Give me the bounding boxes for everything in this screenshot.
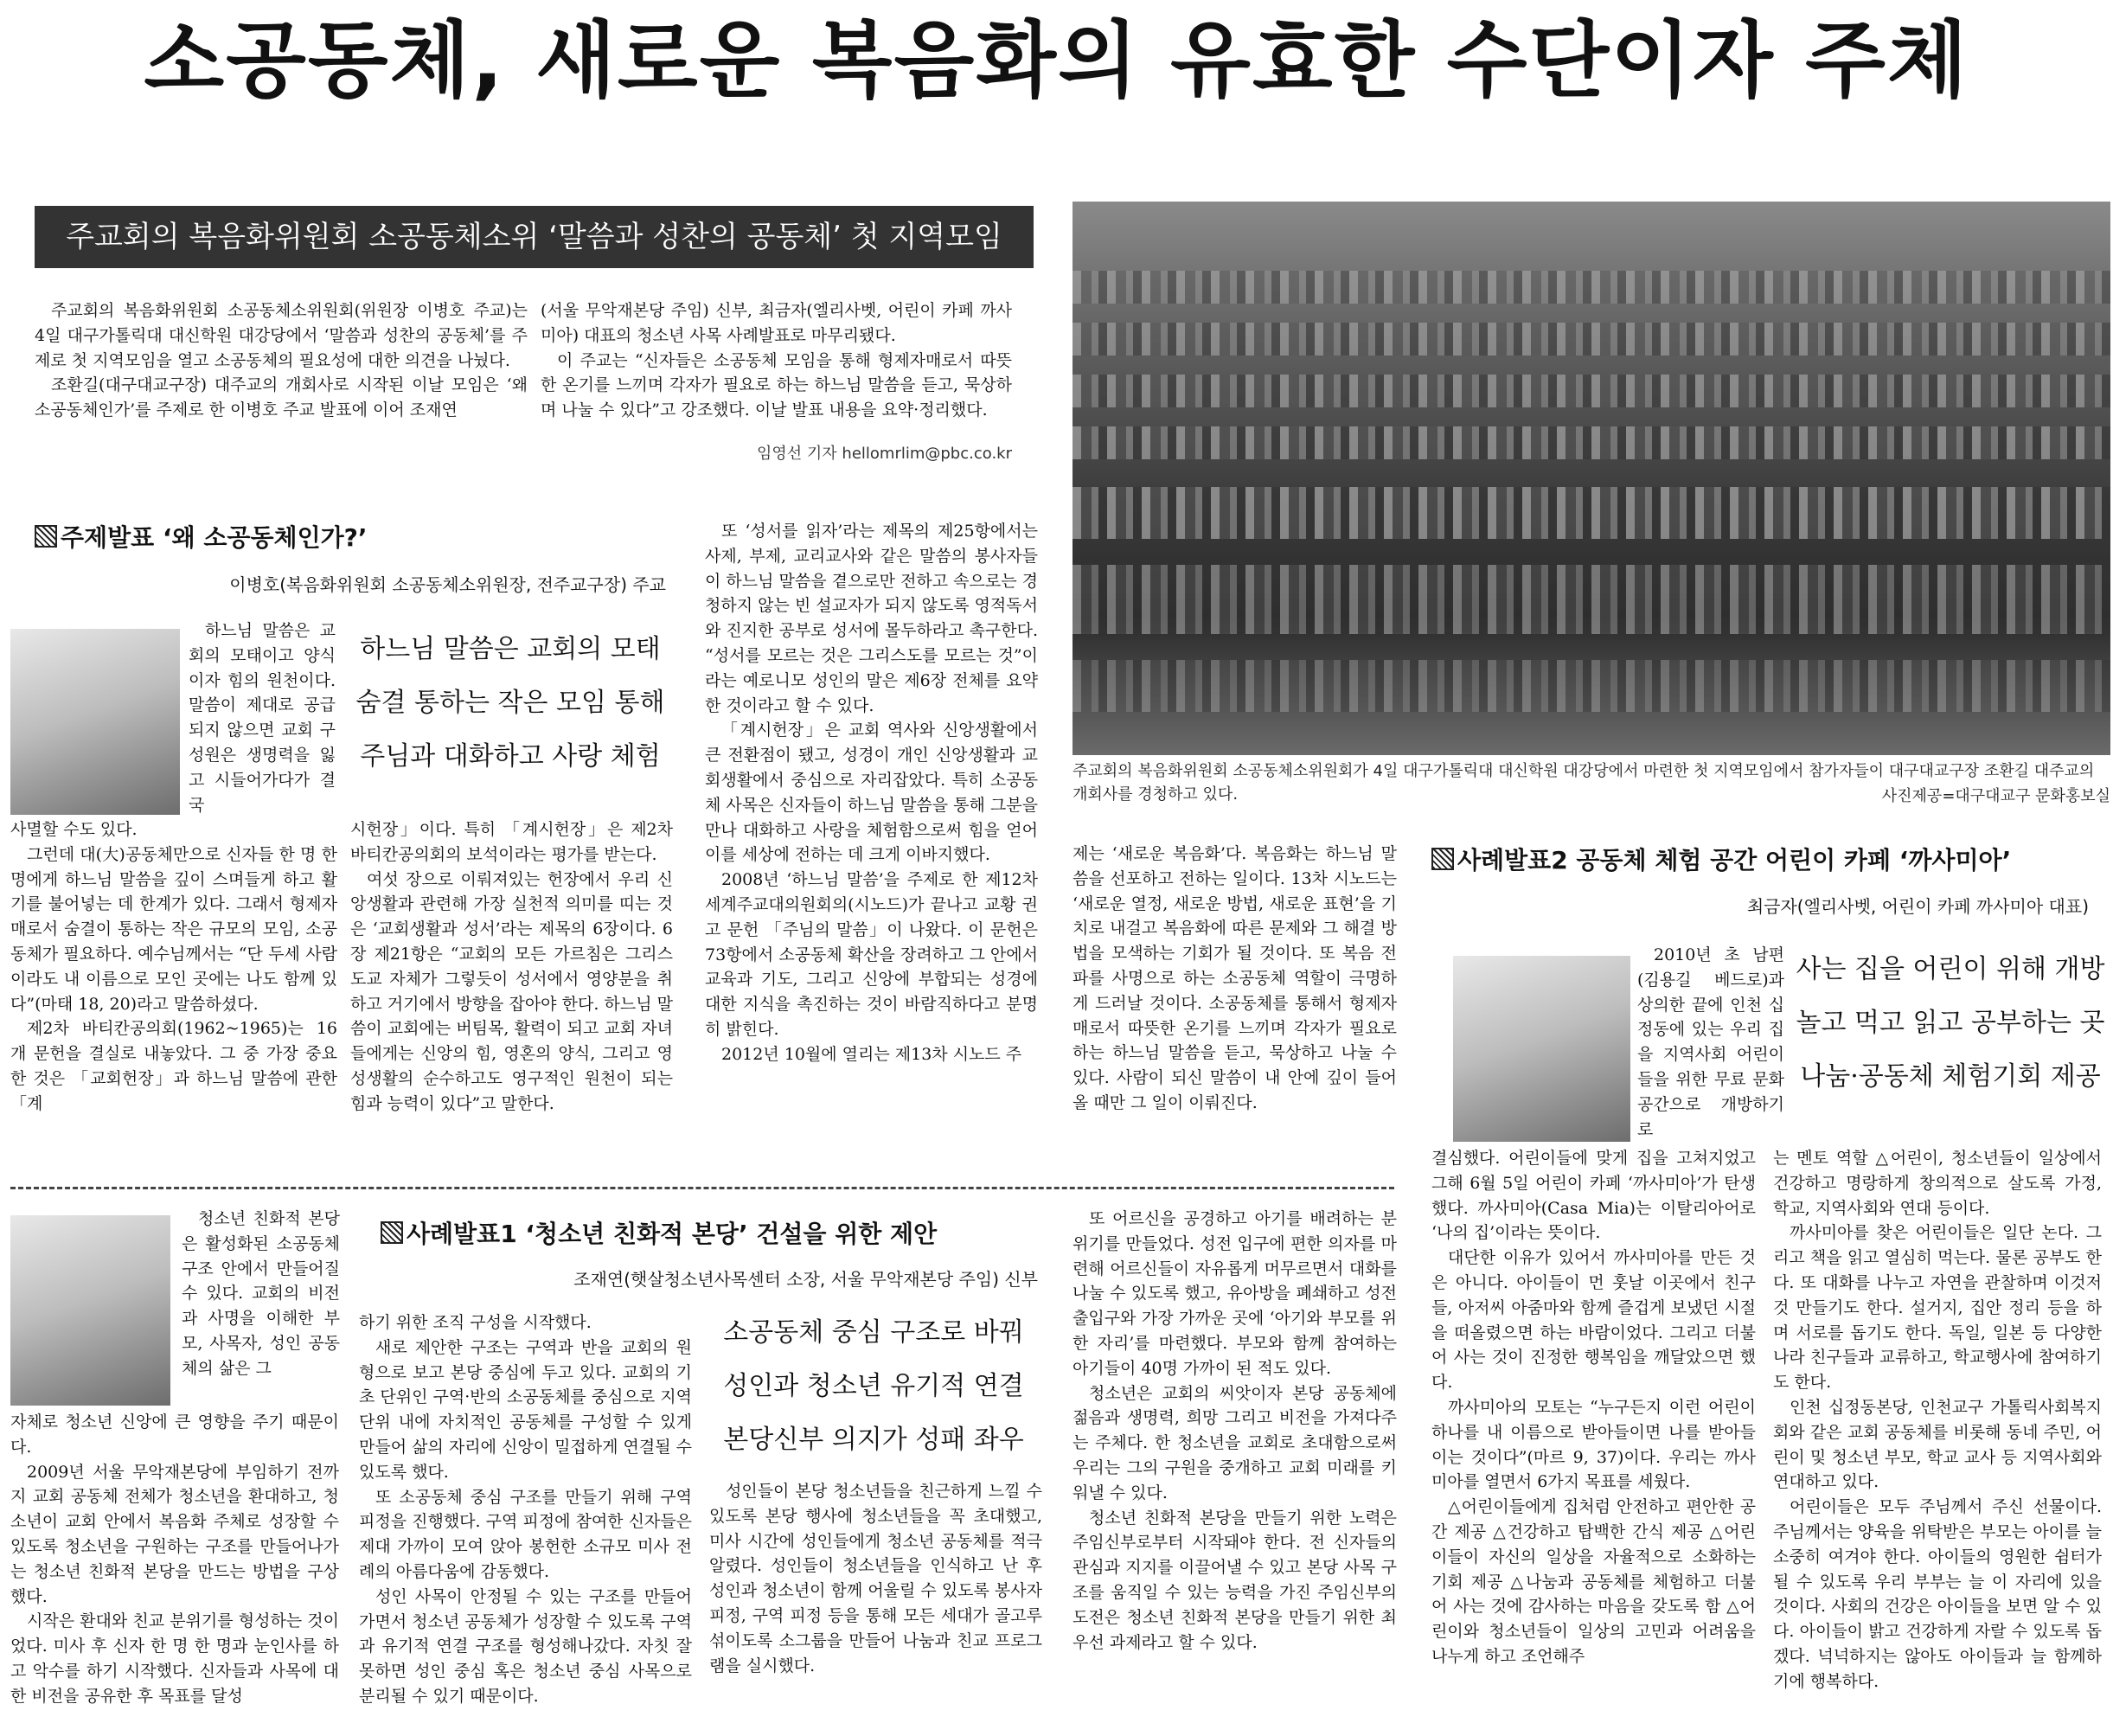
section-title-case2 xyxy=(1431,842,2011,876)
paragraph: 여섯 장으로 이뤄져있는 헌장에서 우리 신앙생활과 관련해 가장 실천적 의미를 띠는 것은 ‘교회생활과 성서’라는 제목의 6장이다. 6장 제21항은 “교회의 모든 가르침은 그리스도교 자체가 그렇듯이 성서에서 영양분을 취하고 거기에서 방향을 잡아야 한다. 하느님 말씀이 교회에는 버팀목, 활력이 되고 교회 자녀들에게는 신앙의 힘, 영혼의 양식, 그리고 영성생활의 순수하고도 영구적인 원천이 되는 힘과 능력이 있다”고 말한다. xyxy=(350,869,673,1113)
paragraph: 2012년 10월에 열리는 제13차 시노드 주 xyxy=(721,1044,1022,1064)
section-divider xyxy=(10,1187,1394,1189)
paragraph: 청소년 친화적 본당은 활성화된 소공동체 구조 안에서 만들어질 수 있다. 교회의 비전과 사명을 이해한 부모, 사목자, 성인 공동체의 삶은 그 xyxy=(182,1209,340,1378)
paragraph: 어린이들은 모두 주님께서 주신 선물이다. 주님께서는 양육을 위탁받은 부모는 아이를 늘 소중히 여겨야 한다. 아이들의 영원한 쉼터가 될 수 있도록 우리 부부는 늘 이 자리에 있을 것이다. 사회의 건강은 아이들을 보면 알 수 있다. 아이들이 밝고 건강하게 자랄 수 있도록 돕겠다. 넉넉하지는 않아도 아이들과 늘 함께하기에 행복하다. xyxy=(1773,1497,2102,1691)
paragraph: 성인 사목이 안정될 수 있는 구조를 만들어가면서 청소년 공동체가 성장할 수 있도록 구역과 유기적 연결 구조를 형성해나갔다. 자칫 잘못하면 성인 중심 혹은 청소년 중심 사목으로 분리될 수 있기 때문이다. xyxy=(359,1586,692,1706)
lead-paragraph: 주교회의 복음화위원회 소공동체소위원회(위원장 이병호 주교)는 4일 대구가톨릭대 대신학원 대강당에서 ‘말씀과 성찬의 공동체’를 주제로 첫 지역모임을 열고 소공동체의 필요성에 대한 의견을 나눴다. xyxy=(35,301,528,370)
speaker-line: 조재연(햇살청소년사목센터 소장, 서울 무악재본당 주임) 신부 xyxy=(573,1269,1038,1290)
section-marker-icon xyxy=(1431,848,1454,870)
reporter-byline: 임영선 기자 hellomrlim@pbc.co.kr xyxy=(757,445,1012,463)
subhead-banner: 주교회의 복음화위원회 소공동체소위 ‘말씀과 성찬의 공동체’ 첫 지역모임 xyxy=(35,206,1034,268)
event-photo xyxy=(1073,202,2110,755)
section-title-text: 사례발표1 ‘청소년 친화적 본당’ 건설을 위한 제안 xyxy=(407,1220,938,1248)
paragraph: 「계시헌장」은 교회 역사와 신앙생활에서 큰 전환점이 됐고, 성경이 개인 신앙생활과 교회생활에서 중심으로 자리잡았다. 특히 소공동체 사목은 신자들이 하느님 말씀을 통해 그분을 만나 대화하고 사랑을 체험함으로써 힘을 얻어 이를 세상에 전하는 데 크게 이바지했다. xyxy=(705,721,1038,865)
speaker-line: 최금자(엘리사벳, 어린이 카페 까사미아 대표) xyxy=(1746,896,2089,917)
paragraph: 자체로 청소년 신앙에 큰 영향을 주기 때문이다. xyxy=(10,1413,339,1457)
pull-quote-line: 하느님 말씀은 교회의 모태 xyxy=(360,634,661,664)
paragraph: 청소년은 교회의 씨앗이자 본당 공동체에 젊음과 생명력, 희망 그리고 비전을 가져다주는 주체다. 한 청소년을 교회로 초대함으로써 우리는 그의 구원을 중개하고 교회 미래를 키워낼 수 있다. xyxy=(1073,1383,1397,1502)
headline: 소공동체, 새로운 복음화의 유효한 수단이자 주체 xyxy=(144,12,1969,109)
paragraph: 시작은 환대와 친교 분위기를 형성하는 것이었다. 미사 후 신자 한 명 한 명과 눈인사를 하고 악수를 하기 시작했다. 신자들과 사목에 대한 비전을 공유한 후 목표를 달성 xyxy=(10,1611,339,1706)
section-marker-icon xyxy=(381,1221,403,1244)
paragraph: 또 어르신을 공경하고 아기를 배려하는 분위기를 만들었다. 성전 입구에 편한 의자를 마련해 어르신들이 자유롭게 머무르면서 대화를 나눌 수 있도록 했고, 유아방을 폐쇄하고 성전 출입구와 가장 가까운 곳에 ‘아기와 부모를 위한 자리’를 마련했다. 부모와 함께 참여하는 아기들이 40명 가까이 된 적도 있다. xyxy=(1073,1209,1397,1378)
body-column xyxy=(1073,1207,1397,1730)
pull-quote-line: 사는 집을 어린이 위해 개방 xyxy=(1796,954,2105,984)
paragraph: 제는 ‘새로운 복음화’다. 복음화는 하느님 말씀을 선포하고 전하는 일이다. 13차 시노드는 ‘새로운 열정, 새로운 방법, 새로운 표현’을 기치로 내걸고 복음화에 따른 문제와 그 해결 방법을 모색하는 기회가 될 것이다. 또 복음 전파를 사명으로 하는 소공동체 역할이 극명하게 드러날 것이다. 소공동체를 통해서 형제자매로서 따뜻한 온기를 느끼며 각자가 필요로 하는 하느님 말씀을 듣고, 묵상하고 나눌 수 있다. 사람이 되신 말씀이 내 안에 깊이 들어올 때만 그 일이 이뤄진다. xyxy=(1073,844,1397,1112)
paragraph: 2009년 서울 무악재본당에 부임하기 전까지 교회 공동체 전체가 청소년을 환대하고, 청소년이 교회 안에서 복음화 주체로 성장할 수 있도록 청소년을 구원하는 구조를 만들어나가는 청소년 친화적 본당을 만드는 방법을 구상했다. xyxy=(10,1462,339,1606)
body-column xyxy=(705,519,1038,1146)
section-title-keynote xyxy=(35,519,368,554)
lead-paragraph: (서울 무악재본당 주임) 신부, 최금자(엘리사벳, 어린이 카페 까사미아) 대표의 청소년 사목 사례발표로 마무리됐다. xyxy=(541,301,1012,345)
section-marker-icon xyxy=(35,525,57,548)
body-column xyxy=(1773,1146,2102,1730)
paragraph: 까사미아를 찾은 어린이들은 일단 논다. 그리고 책을 읽고 열심히 먹는다. 물론 공부도 한다. 또 대화를 나누고 자연을 관찰하며 이것저것 만들기도 한다. 설거지, 집안 정리 등을 하며 서로를 돕기도 한다. 독일, 일본 등 다양한 나라 친구들과 교류하고, 학교행사에 참여하기도 한다. xyxy=(1773,1223,2102,1393)
pull-quote-line: 성인과 청소년 유기적 연결 xyxy=(723,1371,1024,1401)
paragraph: △어린이들에게 집처럼 안전하고 편안한 공간 제공 △건강하고 탑백한 간식 제공 △어린이들이 자신의 일상을 자율적으로 소화하는 기회 제공 △나눔과 공동체를 체험하고 더불어 사는 것에 감사하는 마음을 갖도록 함 △어린이와 청소년들이 일상의 고민과 어려움을 나누게 하고 조언해주 xyxy=(1431,1497,1756,1666)
body-column xyxy=(10,1410,339,1730)
paragraph: 청소년 친화적 본당을 만들기 위한 노력은 주임신부로부터 시작돼야 한다. 전 신자들의 관심과 지지를 이끌어낼 수 있고 본당 사목 구조를 움직일 수 있는 능력을 가진 주임신부의 도전은 청소년 친화적 본당을 만들기 위한 최우선 과제라고 할 수 있다. xyxy=(1073,1508,1397,1652)
section-title-text: 주제발표 ‘왜 소공동체인가?’ xyxy=(61,523,368,552)
section-title-case1 xyxy=(381,1215,937,1250)
photo-caption: 주교회의 복음화위원회 소공동체소위원회가 4일 대구가톨릭대 대신학원 대강당에서 마련한 첫 지역모임에서 참가자들이 대구대교구장 조환길 대주교의 개회사를 경청하고 있다. xyxy=(1073,762,2095,804)
paragraph: 2010년 초 남편(김용길 베드로)과 상의한 끝에 인천 십정동에 있는 우리 집을 지역사회 어린이들을 위한 무료 문화공간으로 개방하기로 xyxy=(1637,945,1784,1139)
pull-quote-line: 주님과 대화하고 사랑 체험 xyxy=(360,741,661,772)
paragraph: 까사미아의 모토는 “누구든지 이런 어린이 하나를 내 이름으로 받아들이면 나를 받아들이는 것이다”(마르 9, 37)이다. 우리는 까사미아를 열면서 6가지 목표를 세웠다. xyxy=(1431,1397,1756,1492)
paragraph: 시헌장」이다. 특히 「계시헌장」은 제2차 바티칸공의회의 보석이라는 평가를 받는다. xyxy=(350,820,673,864)
photo-credit: 사진제공=대구대교구 문화홍보실 xyxy=(1881,787,2110,805)
lead-paragraph: 이 주교는 “신자들은 소공동체 모임을 통해 형제자매로서 따뜻한 온기를 느끼며 각자가 필요로 하는 하느님 말씀을 듣고, 묵상하며 나눌 수 있다”고 강조했다. 이날 발표 내용을 요약·정리했다. xyxy=(541,350,1012,420)
paragraph: 또 소공동체 중심 구조를 만들기 위해 구역 피정을 진행했다. 구역 피정에 참여한 신자들은 제대 가까이 모여 앉아 봉헌한 소규모 미사 전례의 아름다움에 감동했다. xyxy=(359,1487,692,1581)
wrap-text xyxy=(189,618,336,817)
pull-quote-line: 본당신부 의지가 성패 좌우 xyxy=(723,1425,1024,1455)
pull-quote-line: 숨결 통하는 작은 모임 통해 xyxy=(355,688,665,718)
portrait-photo-choi xyxy=(1453,956,1630,1142)
lead-column-2 xyxy=(541,298,1012,441)
lead-column-1 xyxy=(35,298,528,471)
section-title-text: 사례발표2 공동체 체험 공간 어린이 카페 ‘까사미아’ xyxy=(1457,846,2012,874)
paragraph: 그런데 대(大)공동체만으로 신자들 한 명 한 명에게 하느님 말씀을 깊이 스며들게 하고 활기를 불어넣는 데 한계가 있다. 그래서 형제자매로서 숨결이 통하는 작은 규모의 모임, 소공동체가 필요하다. 예수님께서는 “단 두세 사람이라도 내 이름으로 모인 곳에는 나도 함께 있다”(마태 18, 20)라고 말씀하셨다. xyxy=(10,844,337,1014)
paragraph: 2008년 ‘하느님 말씀’을 주제로 한 제12차 세계주교대의원회의(시노드)가 끝나고 교황 권고 문헌 「주님의 말씀」이 나왔다. 이 문헌은 73항에서 소공동체 확산을 장려하고 그 안에서 교육과 기도, 그리고 신앙에 부합되는 성경에 대한 지식을 촉진하는 것이 바람직하다고 분명히 밝힌다. xyxy=(705,870,1038,1039)
paragraph: 사멸할 수도 있다. xyxy=(10,820,138,839)
pull-quote-line: 놀고 먹고 읽고 공부하는 곳 xyxy=(1796,1008,2105,1038)
lead-paragraph: 조환길(대구대교구장) 대주교의 개회사로 시작된 이날 모임은 ‘왜 소공동체인가’를 주제로 한 이병호 주교 발표에 이어 조재연 xyxy=(35,375,528,420)
paragraph: 대단한 이유가 있어서 까사미아를 만든 것은 아니다. 아이들이 먼 훗날 이곳에서 친구들, 아저씨 아줌마와 함께 즐겁게 보냈던 시절을 떠올렸으면 하는 바람이었다. 그리고 더불어 사는 것이 진정한 행복임을 깨달았으면 했다. xyxy=(1431,1248,1756,1393)
paragraph: 제2차 바티칸공의회(1962~1965)는 16개 문헌을 결실로 내놓았다. 그 중 가장 중요한 것은 「교회헌장」과 하느님 말씀에 관한 「계 xyxy=(10,1019,337,1113)
paragraph: 하느님 말씀은 교회의 모태이고 양식이자 힘의 원천이다. 말씀이 제대로 공급되지 않으면 교회 구성원은 생명력을 잃고 시들어가다가 결국 xyxy=(189,621,336,815)
body-column xyxy=(359,1310,692,1730)
body-column xyxy=(1073,842,1397,1144)
paragraph: 새로 제안한 구조는 구역과 반을 교회의 원형으로 보고 본당 중심에 두고 있다. 교회의 기초 단위인 구역·반의 소공동체를 중심으로 지역 단위 내에 자치적인 공동체를 구성할 수 있게 만들어 삶의 자리에 신앙이 밀접하게 연결될 수 있도록 했다. xyxy=(359,1337,692,1482)
body-column xyxy=(350,817,673,1146)
portrait-photo-lee xyxy=(10,629,180,815)
portrait-photo-jo xyxy=(10,1215,170,1406)
paragraph: 결심했다. 어린이들에 맞게 집을 고쳐지었고 그해 6월 5일 어린이 카페 ‘까사미아’가 탄생했다. 까사미아(Casa Mia)는 이탈리아어로 ‘나의 집’이라는 뜻이다. xyxy=(1431,1149,1756,1243)
pull-quote-line: 소공동체 중심 구조로 바꿔 xyxy=(723,1317,1024,1348)
pull-quote-line: 나눔·공동체 체험기회 제공 xyxy=(1800,1061,2101,1092)
wrap-text xyxy=(182,1207,340,1407)
paragraph: 또 ‘성서를 읽자’라는 제목의 제25항에서는 사제, 부제, 교리교사와 같은 말씀의 봉사자들이 하느님 말씀을 곁으로만 전하고 속으로는 경청하지 않는 빈 설교자가 되지 않도록 영적독서와 진지한 공부로 성서에 몰두하라고 촉구한다. “성서를 모르는 것은 그리스도를 모르는 것”이라는 예로니모 성인의 말은 제6장 전체를 요약한 것이라고 할 수 있다. xyxy=(705,522,1038,715)
pull-quote xyxy=(1795,943,2106,1104)
speaker-line: 이병호(복음화위원회 소공동체소위원장, 전주교구장) 주교 xyxy=(229,574,666,595)
body-column xyxy=(1431,1146,1756,1730)
paragraph: 인천 십정동본당, 인천교구 가톨릭사회복지회와 같은 교회 공동체를 비롯해 동네 주민, 어린이 및 청소년 부모, 학교 교사 등 지역사회와 연대하고 있다. xyxy=(1773,1397,2102,1492)
body-column xyxy=(10,817,337,1146)
wrap-text xyxy=(1637,943,1784,1146)
pull-quote xyxy=(346,623,675,784)
paragraph: 는 멘토 역할 △어린이, 청소년들이 일상에서 건강하고 명랑하게 창의적으로 살도록 가정, 학교, 지역사회와 연대 등이다. xyxy=(1773,1149,2102,1218)
pull-quote xyxy=(709,1306,1038,1467)
paragraph: 성인들이 본당 청소년들을 친근하게 느낄 수 있도록 본당 행사에 청소년들을 꼭 초대했고, 미사 시간에 성인들에게 청소년 공동체를 적극 알렸다. 성인들이 청소년들을 인식하고 난 후 성인과 청소년이 함께 어울릴 수 있도록 봉사자 피정, 구역 피정 등을 통해 모든 세대가 골고루 섞이도록 소그룹을 만들어 나눔과 친교 프로그램을 실시했다. xyxy=(709,1482,1042,1675)
body-column xyxy=(709,1479,1042,1730)
paragraph: 하기 위한 조직 구성을 시작했다. xyxy=(359,1313,592,1332)
